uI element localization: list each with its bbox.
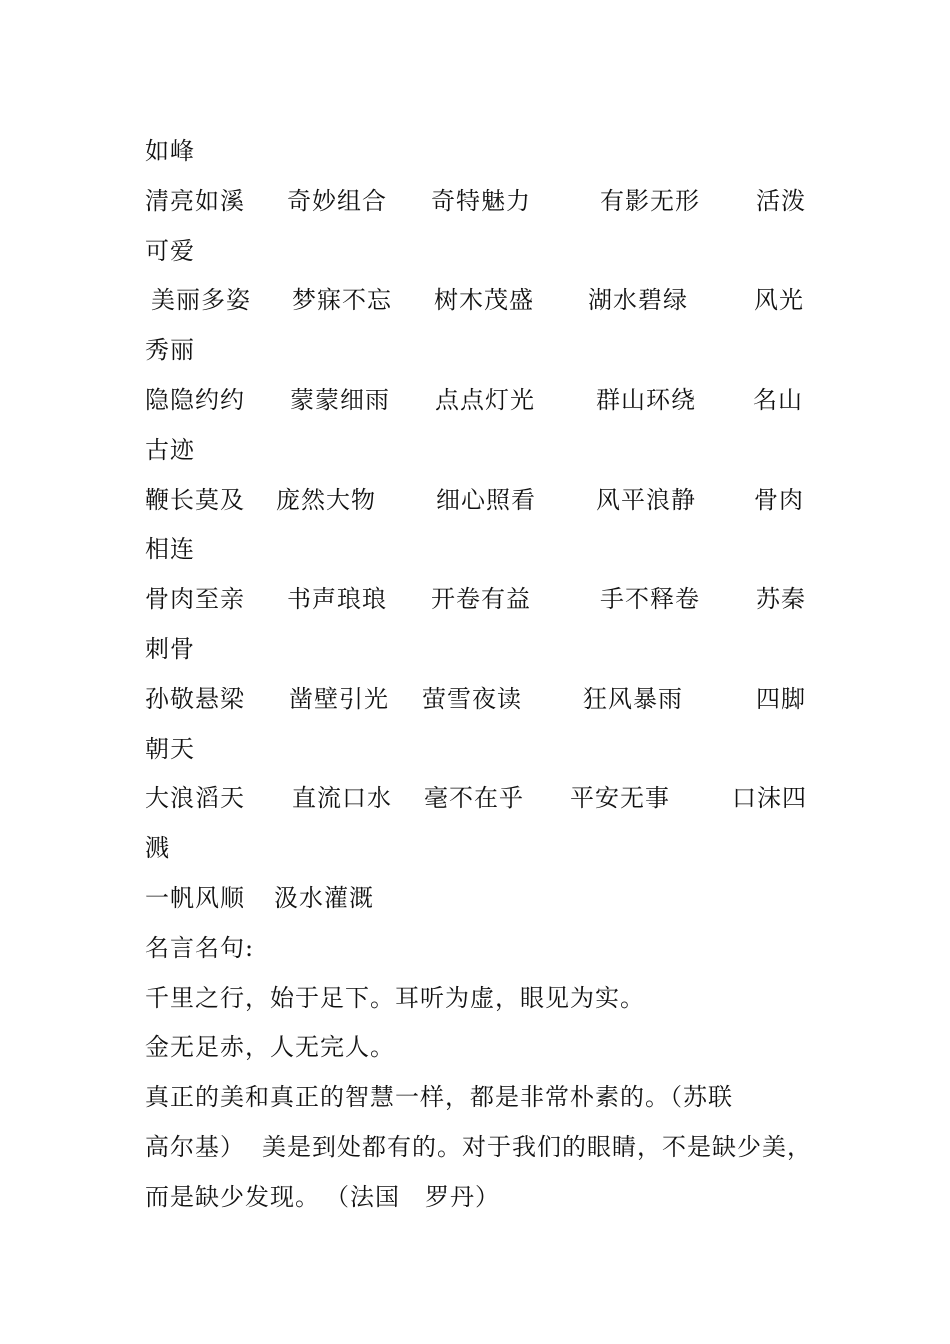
idiom: 群山环绕 xyxy=(596,386,696,414)
idiom: 狂风暴雨 xyxy=(583,685,683,713)
idiom: 秀丽 xyxy=(145,336,195,364)
idiom: 风平浪静 xyxy=(596,486,696,514)
idiom: 孙敬悬梁 xyxy=(145,685,245,713)
idiom: 毫不在乎 xyxy=(424,784,524,812)
idiom: 有影无形 xyxy=(600,187,700,215)
idiom: 风光 xyxy=(754,286,804,314)
quote: 真正的美和真正的智慧一样，都是非常朴素的。（苏联 xyxy=(145,1083,733,1111)
idiom: 隐隐约约 xyxy=(145,386,245,414)
idiom: 凿壁引光 xyxy=(289,685,389,713)
idiom: 平安无事 xyxy=(570,784,670,812)
idiom: 汲水灌溉 xyxy=(274,884,374,912)
quote: 金无足赤，人无完人。 xyxy=(145,1033,395,1061)
idiom: 手不释卷 xyxy=(600,585,700,613)
quote: 而是缺少发现。 xyxy=(145,1183,320,1211)
idiom: 清亮如溪 xyxy=(145,187,245,215)
idiom: 骨肉 xyxy=(754,486,804,514)
quote-source: 高尔基） xyxy=(145,1133,245,1161)
idiom: 名山 xyxy=(753,386,803,414)
idiom: 庞然大物 xyxy=(276,486,376,514)
idiom: 点点灯光 xyxy=(435,386,535,414)
idiom: 四脚 xyxy=(756,685,806,713)
quote: 千里之行，始于足下。耳听为虚，眼见为实。 xyxy=(145,984,645,1012)
idiom: 奇妙组合 xyxy=(287,187,387,215)
quote-source: （法国 罗丹） xyxy=(325,1183,500,1211)
idiom: 刺骨 xyxy=(145,635,195,663)
idiom: 奇特魅力 xyxy=(431,187,531,215)
idiom: 蒙蒙细雨 xyxy=(290,386,390,414)
idiom: 湖水碧绿 xyxy=(588,286,688,314)
idiom: 细心照看 xyxy=(436,486,536,514)
section-heading: 名言名句: xyxy=(145,934,255,962)
idiom: 大浪滔天 xyxy=(145,784,245,812)
idiom: 活泼 xyxy=(756,187,806,215)
idiom: 书声琅琅 xyxy=(287,585,387,613)
idiom: 直流口水 xyxy=(292,784,392,812)
idiom: 萤雪夜读 xyxy=(422,685,522,713)
idiom: 溅 xyxy=(145,834,170,862)
idiom: 相连 xyxy=(145,535,195,563)
idiom: 朝天 xyxy=(145,735,195,763)
idiom: 鞭长莫及 xyxy=(145,486,245,514)
quote: 美是到处都有的。对于我们的眼睛，不是缺少美， xyxy=(262,1133,812,1161)
idiom: 梦寐不忘 xyxy=(292,286,392,314)
idiom: 古迹 xyxy=(145,436,195,464)
idiom: 一帆风顺 xyxy=(145,884,245,912)
idiom: 苏秦 xyxy=(756,585,806,613)
idiom: 骨肉至亲 xyxy=(145,585,245,613)
idiom: 如峰 xyxy=(145,137,195,165)
idiom: 树木茂盛 xyxy=(434,286,534,314)
idiom: 开卷有益 xyxy=(431,585,531,613)
idiom: 口沫四 xyxy=(732,784,807,812)
idiom: 可爱 xyxy=(145,237,195,265)
idiom: 美丽多姿 xyxy=(151,286,251,314)
